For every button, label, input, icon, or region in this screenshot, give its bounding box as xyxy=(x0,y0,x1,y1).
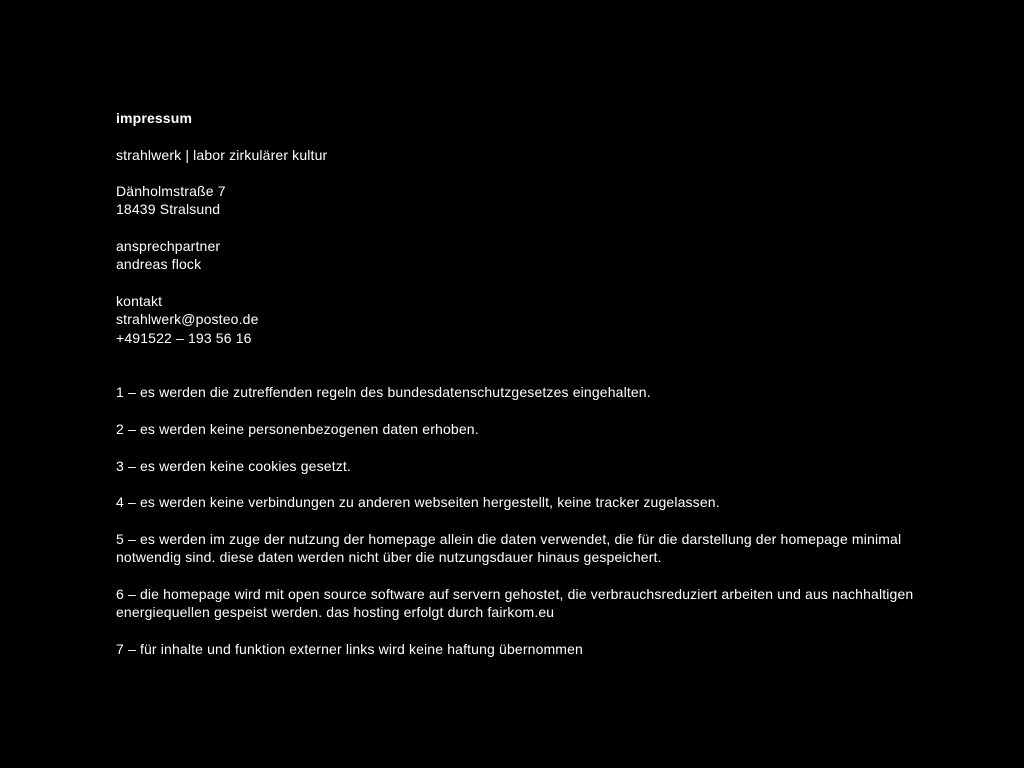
policy-item-2: 2 – es werden keine personenbezogenen daten erhoben. xyxy=(116,421,479,438)
policy-item-6: 6 – die homepage wird mit open source software auf servern gehostet, die verbrauchsreduziert arbeiten und aus nachhaltigen energiequellen gespeist werden. das hosting erfolgt durch fairkom.eu xyxy=(116,585,914,621)
policy-item-4: 4 – es werden keine verbindungen zu anderen webseiten hergestellt, keine tracker zugelassen. xyxy=(116,494,720,511)
policy-item-3: 3 – es werden keine cookies gesetzt. xyxy=(116,457,351,474)
policy-item-1: 1 – es werden die zutreffenden regeln des bundesdatenschutzgesetzes eingehalten. xyxy=(116,384,651,401)
page-title: impressum xyxy=(116,110,193,126)
contact-person-name: andreas flock xyxy=(116,256,202,273)
impressum-page xyxy=(116,109,916,658)
contact-phone: +491522 – 193 56 16 xyxy=(116,329,252,346)
contact-label: kontakt xyxy=(116,292,163,309)
address-street: Dänholmstraße 7 xyxy=(116,183,226,200)
address-city: 18439 Stralsund xyxy=(116,201,221,218)
contact-email: strahlwerk@posteo.de xyxy=(116,311,259,328)
organization-name: strahlwerk | labor zirkulärer kultur xyxy=(116,146,328,163)
policy-item-7: 7 – für inhalte und funktion externer links wird keine haftung übernommen xyxy=(116,640,583,657)
policy-item-5: 5 – es werden im zuge der nutzung der homepage allein die daten verwendet, die für die darstellung der homepage minimal notwendig sind. diese daten werden nicht über die nutzungsdauer hinaus gespeichert. xyxy=(116,530,902,566)
contact-person-label: ansprechpartner xyxy=(116,238,221,255)
